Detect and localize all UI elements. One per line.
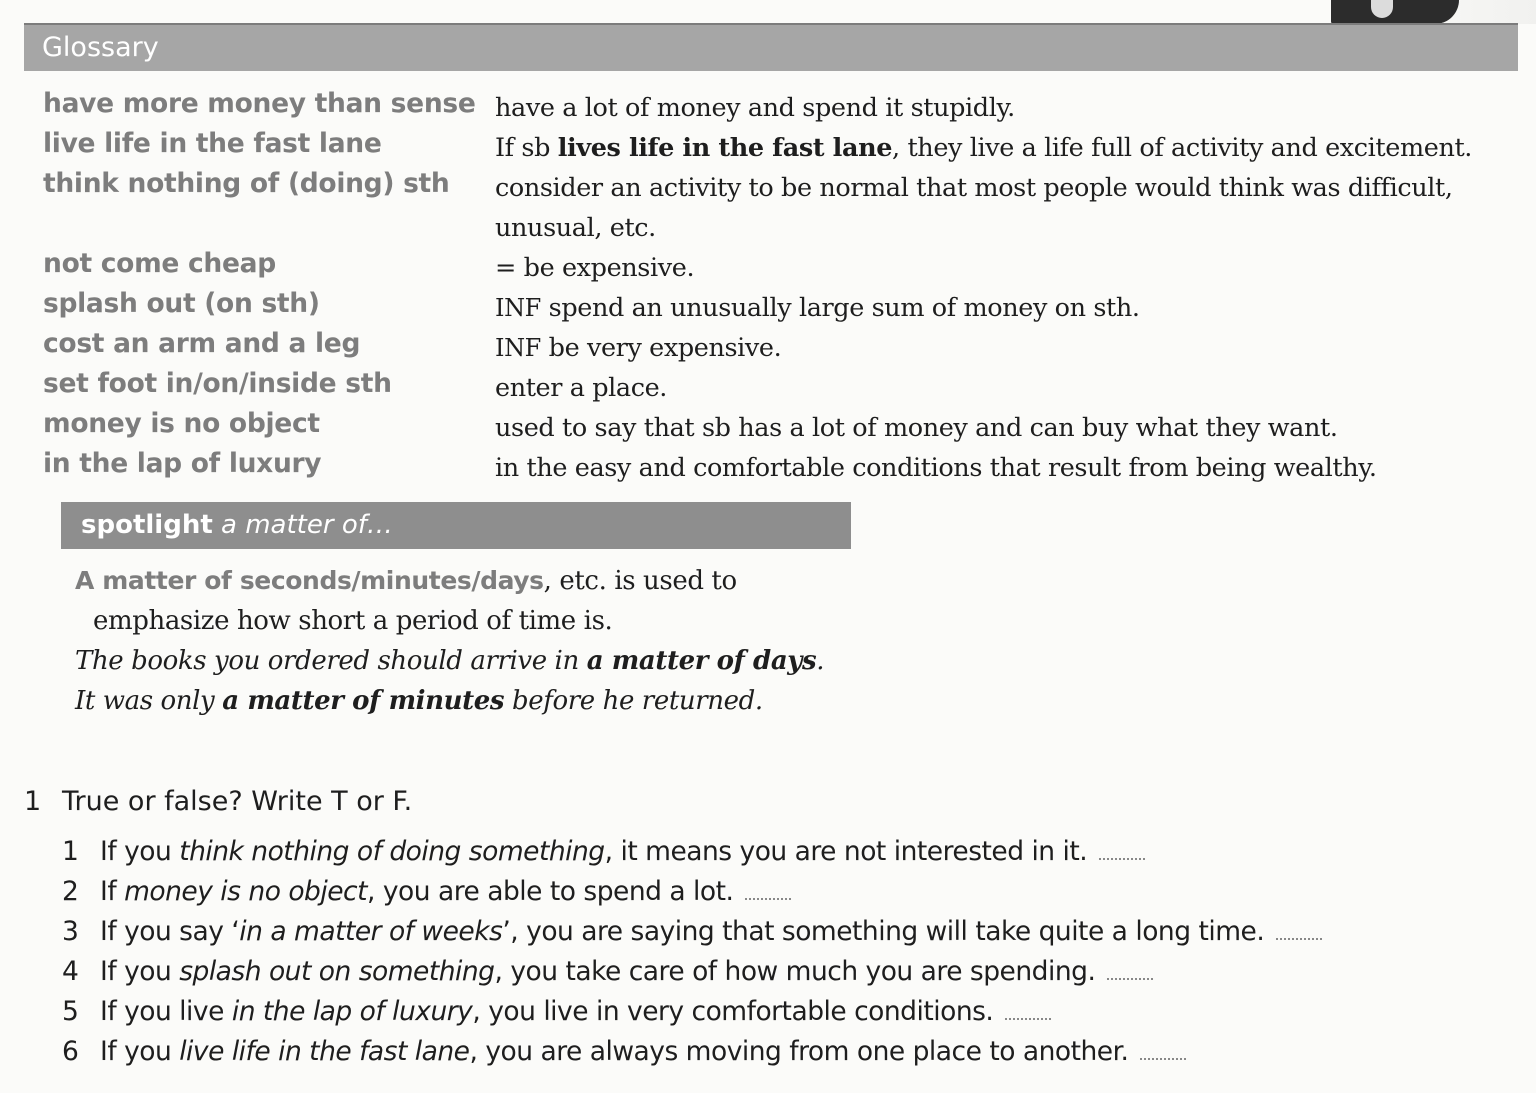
exercise-item — [62, 836, 1522, 867]
definition-text: unusual, etc. — [495, 213, 656, 243]
item-italic-phrase: in the lap of luxury — [231, 996, 473, 1027]
glossary-title: Glossary — [42, 32, 159, 63]
answer-blank[interactable] — [745, 876, 791, 900]
glossary-definition: have a lot of money and spend it stupidly. — [495, 93, 1015, 123]
glossary-term: cost an arm and a leg — [43, 328, 361, 359]
glossary-definition: = be expensive. — [495, 253, 695, 283]
spotlight-example — [75, 686, 763, 716]
item-text: If you — [100, 956, 180, 987]
definition-text: consider an activity to be normal that most people would think was difficult, — [495, 173, 1453, 203]
item-number: 4 — [62, 956, 79, 987]
glossary-definition — [495, 288, 1505, 328]
item-italic-phrase: in a matter of weeks — [239, 916, 503, 947]
glossary-row — [0, 368, 1536, 408]
spotlight-text: , etc. is used to — [543, 566, 737, 596]
glossary-header-bar — [24, 23, 1518, 71]
item-text: If you say ‘ — [100, 916, 240, 947]
glossary-definition: used to say that sb has a lot of money and can buy what they want. — [495, 413, 1338, 443]
example-text: It was only — [75, 686, 223, 716]
glossary-row — [0, 248, 1536, 288]
item-text: , you live in very comfortable conditions. — [472, 996, 994, 1027]
spotlight-header-bar — [61, 502, 851, 549]
exercise-item — [62, 996, 1522, 1027]
glossary-definition: enter a place. — [495, 373, 668, 403]
item-text: If you live — [100, 996, 232, 1027]
answer-blank[interactable] — [1107, 956, 1153, 980]
glossary-term: splash out (on sth) — [43, 288, 320, 319]
item-number: 3 — [62, 916, 79, 947]
spotlight-topic: a matter of… — [221, 510, 393, 540]
item-italic-phrase: live life in the fast lane — [179, 1036, 470, 1067]
exercise-instruction: True or false? Write T or F. — [62, 786, 413, 817]
glossary-term: live life in the fast lane — [43, 128, 382, 159]
item-number: 1 — [62, 836, 79, 867]
example-text: The books you ordered should arrive in — [75, 646, 587, 676]
answer-blank[interactable] — [1276, 916, 1322, 940]
spotlight-intro — [75, 566, 737, 596]
exercise-item — [62, 1036, 1522, 1067]
spotlight-key-phrase: A matter of seconds/minutes/days — [75, 566, 544, 595]
glossary-term: in the lap of luxury — [43, 448, 322, 479]
definition-text: , they live a life full of activity and excitement. — [892, 133, 1473, 163]
glossary-term: set foot in/on/inside sth — [43, 368, 392, 399]
item-text: , it means you are not interested in it. — [604, 836, 1088, 867]
example-key-phrase: a matter of days — [586, 646, 817, 676]
glossary-definition: in the easy and comfortable conditions that result from being wealthy. — [495, 453, 1377, 483]
glossary-definition — [495, 128, 1505, 168]
definition-bold-phrase: lives life in the fast lane — [557, 133, 893, 163]
exercise-item — [62, 876, 1522, 907]
item-number: 5 — [62, 996, 79, 1027]
item-text: If you — [100, 836, 180, 867]
glossary-term: think nothing of (doing) sth — [43, 168, 450, 199]
spotlight-label: spotlight — [81, 510, 213, 540]
definition-text: If sb — [495, 133, 558, 163]
glossary-row — [0, 128, 1536, 168]
glossary-term: money is no object — [43, 408, 320, 439]
definition-text: be very expensive. — [548, 333, 782, 363]
glossary-row — [0, 328, 1536, 368]
example-text: before he returned. — [504, 686, 763, 716]
register-label-inf: INF — [495, 334, 541, 362]
item-italic-phrase: splash out on something — [179, 956, 495, 987]
answer-blank[interactable] — [1005, 996, 1051, 1020]
glossary-term: not come cheap — [43, 248, 276, 279]
item-number: 6 — [62, 1036, 79, 1067]
definition-text: spend an unusually large sum of money on sth. — [548, 293, 1140, 323]
glossary-definition — [495, 168, 1505, 248]
item-italic-phrase: think nothing of doing something — [179, 836, 605, 867]
item-number: 2 — [62, 876, 79, 907]
example-key-phrase: a matter of minutes — [222, 686, 505, 716]
spotlight-example — [75, 646, 824, 676]
item-text: ’, you are saying that something will take quite a long time. — [502, 916, 1265, 947]
corner-photo-fragment — [1096, 0, 1536, 24]
item-text: , you take care of how much you are spending. — [494, 956, 1096, 987]
glossary-row — [0, 288, 1536, 328]
answer-blank[interactable] — [1140, 1036, 1186, 1060]
exercise-heading — [24, 786, 412, 817]
glossary-definition — [495, 328, 1505, 368]
exercise-item — [62, 916, 1522, 947]
item-italic-phrase: money is no object — [124, 876, 367, 907]
glossary-term: have more money than sense — [43, 88, 476, 119]
answer-blank[interactable] — [1099, 836, 1145, 860]
glossary-row — [0, 168, 1536, 248]
exercise-number: 1 — [24, 786, 42, 817]
item-text: , you are able to spend a lot. — [367, 876, 734, 907]
item-text: If you — [100, 1036, 180, 1067]
item-text: If — [100, 876, 125, 907]
register-label-inf: INF — [495, 294, 541, 322]
glossary-row — [0, 448, 1536, 488]
glossary-row — [0, 88, 1536, 128]
glossary-row — [0, 408, 1536, 448]
example-text: . — [816, 646, 825, 676]
spotlight-heading — [81, 510, 393, 540]
exercise-item — [62, 956, 1522, 987]
spotlight-intro-continued: emphasize how short a period of time is. — [93, 606, 613, 636]
item-text: , you are always moving from one place to another. — [469, 1036, 1129, 1067]
